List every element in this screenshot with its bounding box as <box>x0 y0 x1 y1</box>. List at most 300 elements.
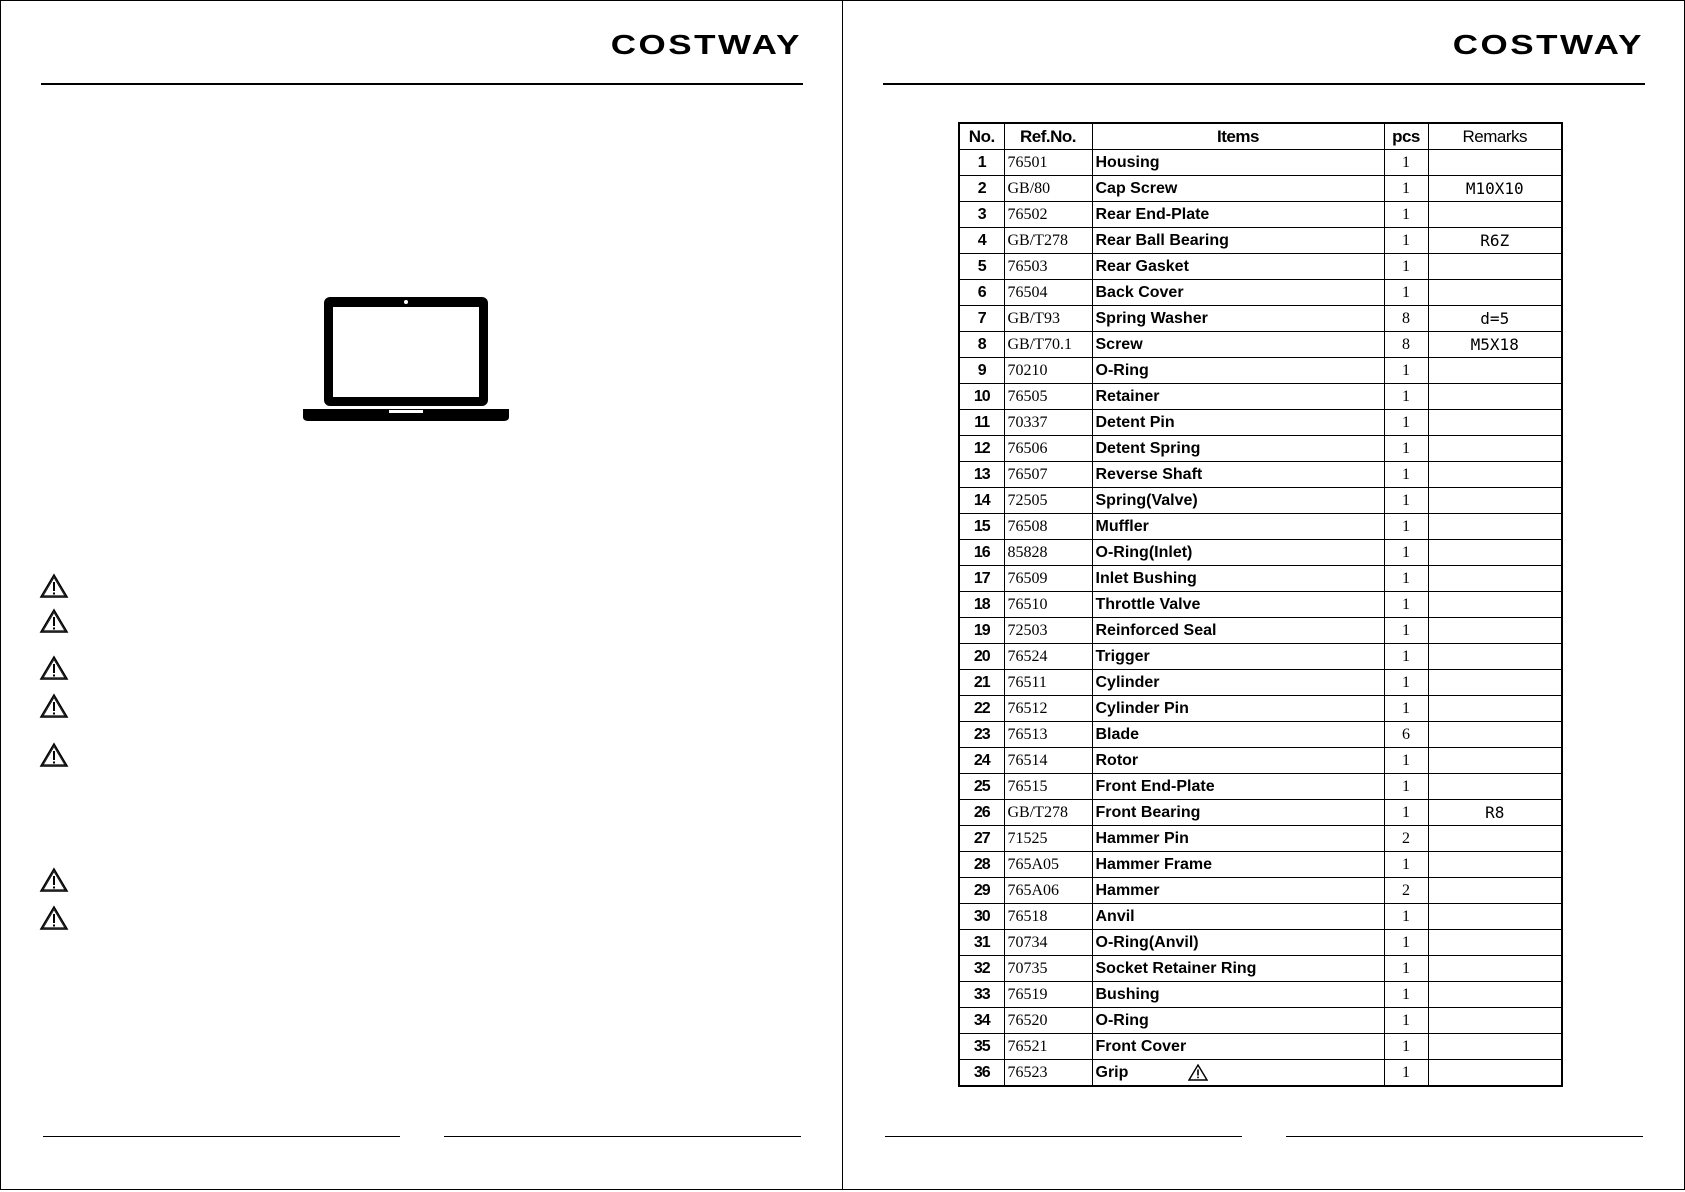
cell-item-text: Blade <box>1095 725 1140 743</box>
cell-no <box>959 618 1004 644</box>
cell-pcs-text: 1 <box>1402 751 1410 769</box>
cell-pcs-text: 1 <box>1402 1011 1410 1029</box>
cell-pcs <box>1384 852 1428 878</box>
cell-item-text: Socket Retainer Ring <box>1095 959 1257 977</box>
cell-ref <box>1004 1060 1092 1087</box>
cell-item <box>1092 644 1384 670</box>
cell-pcs-text: 1 <box>1402 231 1410 249</box>
cell-item-text: O-Ring(Anvil) <box>1095 933 1199 951</box>
table-row <box>959 254 1562 280</box>
cell-ref-text: GB/T278 <box>1007 231 1068 249</box>
cell-ref-text: 76506 <box>1007 439 1048 457</box>
cell-remarks <box>1428 696 1562 722</box>
table-row <box>959 748 1562 774</box>
cell-ref-text: 76519 <box>1007 985 1048 1003</box>
cell-no <box>959 956 1004 982</box>
cell-no <box>959 1008 1004 1034</box>
cell-no <box>959 852 1004 878</box>
warning-triangle-icon <box>39 867 69 893</box>
cell-ref <box>1004 878 1092 904</box>
cell-pcs <box>1384 1034 1428 1060</box>
cell-pcs-text: 1 <box>1402 595 1410 613</box>
cell-ref <box>1004 488 1092 514</box>
table-row <box>959 982 1562 1008</box>
cell-remarks <box>1428 254 1562 280</box>
brand-logo: COSTWAY <box>610 29 802 60</box>
cell-ref <box>1004 462 1092 488</box>
cell-item-text: Front End-Plate <box>1095 777 1215 795</box>
cell-pcs-text: 1 <box>1402 465 1410 483</box>
cell-no-text: 28 <box>973 855 990 873</box>
cell-no <box>959 878 1004 904</box>
cell-pcs-text: 1 <box>1402 985 1410 1003</box>
cell-no <box>959 306 1004 332</box>
parts-table-body <box>959 150 1562 1087</box>
cell-item-text: O-Ring <box>1095 361 1149 379</box>
warning-triangle-icon <box>39 905 69 931</box>
table-row <box>959 462 1562 488</box>
footer-divider-left <box>43 1136 400 1137</box>
cell-item-text: Cylinder Pin <box>1095 699 1189 717</box>
cell-item-text: Detent Pin <box>1095 413 1175 431</box>
cell-ref-text: 85828 <box>1007 543 1048 561</box>
warning-triangle-icon <box>39 608 69 634</box>
cell-item <box>1092 1034 1384 1060</box>
cell-item-text: Rear Gasket <box>1095 257 1189 275</box>
cell-pcs-text: 1 <box>1402 1063 1410 1081</box>
cell-pcs-text: 1 <box>1402 179 1410 197</box>
cell-item <box>1092 436 1384 462</box>
table-row <box>959 150 1562 176</box>
cell-ref-text: 76523 <box>1007 1063 1048 1081</box>
cell-remarks-text: R6Z <box>1480 231 1510 250</box>
cell-ref <box>1004 150 1092 176</box>
cell-item <box>1092 332 1384 358</box>
cell-pcs <box>1384 696 1428 722</box>
cell-ref-text: GB/T278 <box>1007 803 1068 821</box>
cell-pcs <box>1384 566 1428 592</box>
cell-no-text: 34 <box>973 1011 990 1029</box>
table-row <box>959 228 1562 254</box>
cell-no <box>959 748 1004 774</box>
cell-pcs-text: 1 <box>1402 699 1410 717</box>
cell-pcs <box>1384 722 1428 748</box>
cell-no-text: 17 <box>973 569 990 587</box>
cell-pcs <box>1384 904 1428 930</box>
cell-pcs-text: 8 <box>1402 309 1410 327</box>
cell-remarks <box>1428 592 1562 618</box>
cell-no-text: 1 <box>977 153 986 171</box>
cell-item-text: Hammer Pin <box>1095 829 1189 847</box>
cell-no-text: 11 <box>974 413 990 431</box>
cell-item <box>1092 358 1384 384</box>
cell-ref <box>1004 306 1092 332</box>
header-items: Items <box>1092 123 1384 150</box>
cell-pcs-text: 1 <box>1402 361 1410 379</box>
header-no: No. <box>959 123 1004 150</box>
header-divider <box>41 83 803 85</box>
cell-pcs <box>1384 1008 1428 1034</box>
cell-no <box>959 826 1004 852</box>
cell-ref <box>1004 1008 1092 1034</box>
cell-no <box>959 930 1004 956</box>
cell-no <box>959 696 1004 722</box>
cell-pcs-text: 1 <box>1402 439 1410 457</box>
cell-pcs-text: 1 <box>1402 491 1410 509</box>
cell-remarks <box>1428 462 1562 488</box>
table-row <box>959 618 1562 644</box>
cell-no <box>959 176 1004 202</box>
cell-item <box>1092 956 1384 982</box>
cell-item-text: Hammer Frame <box>1095 855 1212 873</box>
cell-item <box>1092 488 1384 514</box>
cell-no <box>959 904 1004 930</box>
cell-ref-text: 76505 <box>1007 387 1048 405</box>
warning-triangle-icon <box>39 742 69 768</box>
cell-pcs <box>1384 462 1428 488</box>
cell-item <box>1092 176 1384 202</box>
cell-ref <box>1004 722 1092 748</box>
cell-remarks <box>1428 332 1562 358</box>
cell-pcs-text: 1 <box>1402 1037 1410 1055</box>
cell-ref <box>1004 436 1092 462</box>
table-row <box>959 826 1562 852</box>
table-row <box>959 540 1562 566</box>
header-remarks: Remarks <box>1428 123 1562 150</box>
cell-pcs <box>1384 800 1428 826</box>
table-row <box>959 410 1562 436</box>
cell-pcs <box>1384 228 1428 254</box>
cell-ref-text: 76510 <box>1007 595 1048 613</box>
cell-item <box>1092 826 1384 852</box>
table-row <box>959 488 1562 514</box>
cell-no <box>959 670 1004 696</box>
table-row <box>959 436 1562 462</box>
cell-pcs-text: 1 <box>1402 933 1410 951</box>
footer-divider-right <box>444 1136 801 1137</box>
table-row <box>959 904 1562 930</box>
cell-pcs-text: 1 <box>1402 153 1410 171</box>
left-page <box>0 0 843 1190</box>
cell-remarks <box>1428 488 1562 514</box>
cell-item-text: Back Cover <box>1095 283 1184 301</box>
cell-remarks-text: M10X10 <box>1465 179 1524 198</box>
cell-ref <box>1004 748 1092 774</box>
cell-no-text: 36 <box>973 1063 990 1081</box>
cell-ref-text: 76503 <box>1007 257 1048 275</box>
table-row <box>959 1008 1562 1034</box>
header-divider <box>883 83 1645 85</box>
cell-item-text: Throttle Valve <box>1095 595 1201 613</box>
cell-pcs <box>1384 748 1428 774</box>
table-row <box>959 202 1562 228</box>
cell-pcs <box>1384 306 1428 332</box>
cell-ref <box>1004 280 1092 306</box>
cell-no-text: 5 <box>977 257 986 275</box>
cell-ref <box>1004 982 1092 1008</box>
cell-item <box>1092 540 1384 566</box>
table-row <box>959 956 1562 982</box>
cell-item <box>1092 774 1384 800</box>
cell-no-text: 33 <box>973 985 990 1003</box>
cell-remarks <box>1428 722 1562 748</box>
cell-item-text: O-Ring <box>1095 1011 1149 1029</box>
cell-item-text: Retainer <box>1095 387 1160 405</box>
cell-item <box>1092 280 1384 306</box>
table-row <box>959 644 1562 670</box>
cell-ref-text: 70210 <box>1007 361 1048 379</box>
cell-item <box>1092 1060 1384 1087</box>
cell-ref <box>1004 514 1092 540</box>
cell-no-text: 35 <box>973 1037 990 1055</box>
cell-item <box>1092 462 1384 488</box>
cell-ref <box>1004 332 1092 358</box>
cell-item <box>1092 930 1384 956</box>
cell-item-text: Muffler <box>1095 517 1149 535</box>
cell-pcs <box>1384 410 1428 436</box>
footer-divider-left <box>885 1136 1242 1137</box>
cell-ref <box>1004 176 1092 202</box>
cell-remarks <box>1428 774 1562 800</box>
cell-remarks <box>1428 852 1562 878</box>
cell-remarks <box>1428 800 1562 826</box>
cell-item <box>1092 202 1384 228</box>
cell-no-text: 31 <box>973 933 990 951</box>
cell-remarks <box>1428 1060 1562 1087</box>
cell-ref <box>1004 696 1092 722</box>
cell-no <box>959 254 1004 280</box>
cell-item <box>1092 904 1384 930</box>
cell-item-text: Cylinder <box>1095 673 1160 691</box>
cell-remarks <box>1428 228 1562 254</box>
cell-ref <box>1004 956 1092 982</box>
cell-no <box>959 228 1004 254</box>
cell-ref-text: 72505 <box>1007 491 1048 509</box>
cell-ref-text: 70337 <box>1007 413 1048 431</box>
cell-item <box>1092 514 1384 540</box>
cell-item-text: Reverse Shaft <box>1095 465 1203 483</box>
cell-item-text: Trigger <box>1095 647 1150 665</box>
cell-no <box>959 332 1004 358</box>
cell-pcs-text: 1 <box>1402 777 1410 795</box>
cell-remarks <box>1428 930 1562 956</box>
cell-item-text: Housing <box>1095 153 1160 171</box>
cell-pcs-text: 1 <box>1402 543 1410 561</box>
cell-remarks <box>1428 202 1562 228</box>
cell-pcs-text: 1 <box>1402 855 1410 873</box>
cell-pcs-text: 1 <box>1402 257 1410 275</box>
cell-ref-text: GB/T70.1 <box>1007 335 1072 353</box>
cell-no-text: 8 <box>977 335 986 353</box>
cell-remarks <box>1428 904 1562 930</box>
table-row <box>959 852 1562 878</box>
cell-ref <box>1004 774 1092 800</box>
table-row <box>959 384 1562 410</box>
cell-ref <box>1004 228 1092 254</box>
cell-item <box>1092 1008 1384 1034</box>
cell-pcs <box>1384 384 1428 410</box>
cell-pcs-text: 1 <box>1402 621 1410 639</box>
cell-ref <box>1004 644 1092 670</box>
cell-ref <box>1004 592 1092 618</box>
cell-item <box>1092 150 1384 176</box>
cell-remarks <box>1428 514 1562 540</box>
cell-ref-text: 72503 <box>1007 621 1048 639</box>
cell-pcs <box>1384 540 1428 566</box>
right-page <box>842 0 1685 1190</box>
table-row <box>959 774 1562 800</box>
cell-no-text: 30 <box>973 907 990 925</box>
cell-item <box>1092 670 1384 696</box>
cell-no-text: 2 <box>977 179 986 197</box>
cell-pcs-text: 1 <box>1402 413 1410 431</box>
cell-item-text: Front Cover <box>1095 1037 1187 1055</box>
cell-no <box>959 514 1004 540</box>
cell-pcs <box>1384 878 1428 904</box>
cell-no <box>959 280 1004 306</box>
cell-ref <box>1004 202 1092 228</box>
cell-no-text: 4 <box>977 231 986 249</box>
cell-remarks <box>1428 748 1562 774</box>
cell-item-text: Anvil <box>1095 907 1135 925</box>
cell-pcs <box>1384 254 1428 280</box>
cell-item <box>1092 566 1384 592</box>
table-header-row <box>959 123 1562 150</box>
cell-no <box>959 800 1004 826</box>
cell-no <box>959 592 1004 618</box>
cell-ref-text: 76524 <box>1007 647 1048 665</box>
cell-no-text: 10 <box>973 387 990 405</box>
cell-pcs <box>1384 1060 1428 1087</box>
cell-pcs <box>1384 332 1428 358</box>
cell-ref-text: 76502 <box>1007 205 1048 223</box>
cell-remarks-text: R8 <box>1485 803 1505 822</box>
cell-no-text: 24 <box>973 751 990 769</box>
cell-ref-text: 76512 <box>1007 699 1048 717</box>
laptop-icon <box>303 295 509 425</box>
cell-item-text: Rear Ball Bearing <box>1095 231 1229 249</box>
table-row <box>959 722 1562 748</box>
cell-ref <box>1004 384 1092 410</box>
header-pcs: pcs <box>1384 123 1428 150</box>
cell-pcs-text: 1 <box>1402 283 1410 301</box>
cell-remarks <box>1428 982 1562 1008</box>
header-ref-no: Ref.No. <box>1004 123 1092 150</box>
cell-no <box>959 722 1004 748</box>
cell-ref-text: 76520 <box>1007 1011 1048 1029</box>
cell-item-text: Spring(Valve) <box>1095 491 1198 509</box>
table-row <box>959 514 1562 540</box>
cell-item <box>1092 852 1384 878</box>
cell-remarks <box>1428 150 1562 176</box>
cell-ref-text: 76518 <box>1007 907 1048 925</box>
cell-pcs-text: 1 <box>1402 673 1410 691</box>
cell-no-text: 32 <box>973 959 990 977</box>
cell-remarks <box>1428 384 1562 410</box>
cell-item <box>1092 800 1384 826</box>
cell-pcs-text: 1 <box>1402 647 1410 665</box>
cell-pcs <box>1384 774 1428 800</box>
cell-no-text: 14 <box>973 491 990 509</box>
cell-no-text: 21 <box>973 673 990 691</box>
cell-item-text: Reinforced Seal <box>1095 621 1217 639</box>
cell-ref-text: 71525 <box>1007 829 1048 847</box>
cell-pcs-text: 1 <box>1402 517 1410 535</box>
table-row <box>959 306 1562 332</box>
table-row <box>959 358 1562 384</box>
cell-item-text: Cap Screw <box>1095 179 1178 197</box>
cell-ref-text: GB/T93 <box>1007 309 1060 327</box>
cell-pcs-text: 2 <box>1402 829 1410 847</box>
table-row <box>959 332 1562 358</box>
cell-no <box>959 774 1004 800</box>
cell-ref <box>1004 566 1092 592</box>
cell-item-text: Detent Spring <box>1095 439 1201 457</box>
cell-remarks <box>1428 1008 1562 1034</box>
cell-remarks <box>1428 1034 1562 1060</box>
cell-item <box>1092 254 1384 280</box>
cell-pcs-text: 1 <box>1402 803 1410 821</box>
cell-no-text: 9 <box>977 361 986 379</box>
cell-item-text: Hammer <box>1095 881 1160 899</box>
cell-ref-text: 76509 <box>1007 569 1048 587</box>
warning-triangle-icon <box>39 693 69 719</box>
cell-pcs <box>1384 644 1428 670</box>
cell-no <box>959 150 1004 176</box>
cell-no-text: 3 <box>977 205 986 223</box>
cell-ref-text: 76514 <box>1007 751 1048 769</box>
cell-ref-text: 76507 <box>1007 465 1048 483</box>
cell-ref-text: 76515 <box>1007 777 1048 795</box>
cell-remarks <box>1428 878 1562 904</box>
cell-no <box>959 1034 1004 1060</box>
cell-no <box>959 644 1004 670</box>
cell-remarks-text: d=5 <box>1480 309 1510 328</box>
cell-no <box>959 1060 1004 1087</box>
cell-no <box>959 540 1004 566</box>
cell-ref-text: 76511 <box>1007 673 1047 691</box>
cell-item-text: Grip <box>1095 1063 1129 1081</box>
cell-remarks <box>1428 280 1562 306</box>
cell-item-text: Spring Washer <box>1095 309 1208 327</box>
cell-pcs <box>1384 982 1428 1008</box>
cell-no-text: 18 <box>973 595 990 613</box>
cell-pcs-text: 1 <box>1402 387 1410 405</box>
table-row <box>959 280 1562 306</box>
cell-pcs <box>1384 150 1428 176</box>
table-row <box>959 696 1562 722</box>
cell-pcs <box>1384 618 1428 644</box>
cell-pcs-text: 1 <box>1402 205 1410 223</box>
table-row <box>959 566 1562 592</box>
cell-item-text: Rear End-Plate <box>1095 205 1210 223</box>
cell-item <box>1092 384 1384 410</box>
cell-no-text: 20 <box>973 647 990 665</box>
cell-no-text: 12 <box>973 439 990 457</box>
cell-no <box>959 462 1004 488</box>
cell-item-text: Inlet Bushing <box>1095 569 1197 587</box>
cell-no <box>959 982 1004 1008</box>
cell-remarks <box>1428 176 1562 202</box>
warning-triangle-icon <box>39 573 69 599</box>
cell-no-text: 13 <box>973 465 990 483</box>
cell-no <box>959 358 1004 384</box>
cell-no-text: 29 <box>973 881 990 899</box>
cell-no-text: 19 <box>973 621 990 639</box>
cell-ref-text: 76508 <box>1007 517 1048 535</box>
cell-remarks <box>1428 670 1562 696</box>
cell-no-text: 26 <box>973 803 990 821</box>
